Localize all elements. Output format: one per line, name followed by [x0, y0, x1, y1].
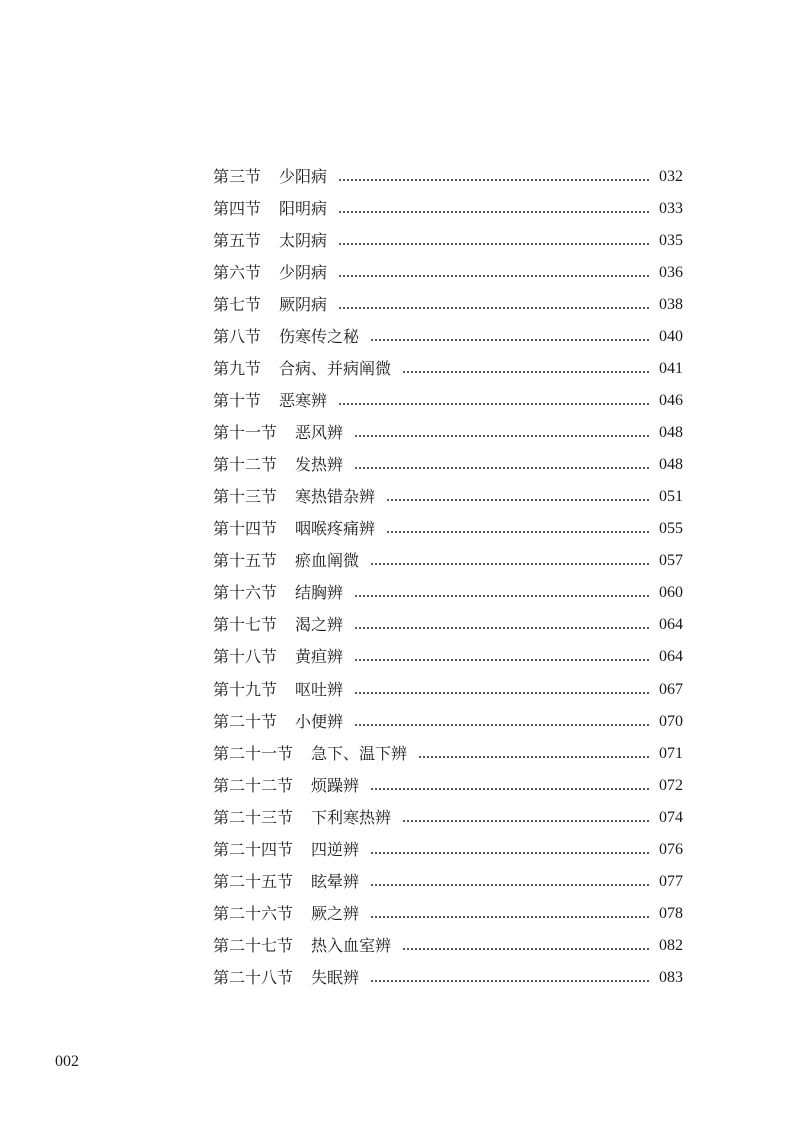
dot-leader	[355, 627, 649, 629]
section-title: 黄疸辨	[295, 647, 344, 667]
section-number: 第九节	[213, 359, 262, 379]
section-title: 下利寒热辨	[311, 807, 392, 827]
section-title: 瘀血阐微	[295, 551, 360, 571]
section-title: 少阴病	[279, 263, 328, 283]
toc-entry[interactable]	[213, 449, 683, 481]
dot-leader	[339, 275, 649, 277]
page-ref: 041	[659, 360, 683, 378]
section-title: 眩晕辨	[311, 871, 360, 891]
section-title: 太阴病	[279, 231, 328, 251]
toc-entry[interactable]	[213, 641, 683, 673]
section-number: 第二十节	[213, 711, 278, 731]
page-ref: 060	[659, 584, 683, 602]
section-title: 厥之辨	[311, 903, 360, 923]
page-ref: 036	[659, 264, 683, 282]
toc-entry[interactable]	[213, 834, 683, 866]
dot-leader	[339, 179, 649, 181]
table-of-contents	[213, 161, 683, 994]
dot-leader	[371, 852, 649, 854]
page-ref: 055	[659, 520, 683, 538]
section-number: 第五节	[213, 231, 262, 251]
section-title: 伤寒传之秘	[279, 327, 360, 347]
section-number: 第十节	[213, 391, 262, 411]
page-number: 002	[55, 1053, 79, 1070]
dot-leader	[355, 692, 649, 694]
dot-leader	[355, 467, 649, 469]
page-ref: 071	[659, 744, 683, 762]
section-number: 第六节	[213, 263, 262, 283]
page-ref: 067	[659, 680, 683, 698]
toc-entry[interactable]	[213, 674, 683, 706]
section-title: 阳明病	[279, 199, 328, 219]
page-ref: 048	[659, 456, 683, 474]
section-title: 厥阴病	[279, 295, 328, 315]
page-ref: 032	[659, 168, 683, 186]
section-title: 发热辨	[295, 455, 344, 475]
dot-leader	[355, 659, 649, 661]
dot-leader	[371, 884, 649, 886]
page-ref: 077	[659, 872, 683, 890]
toc-entry[interactable]	[213, 481, 683, 513]
dot-leader	[387, 531, 649, 533]
dot-leader	[371, 563, 649, 565]
section-title: 恶风辨	[295, 423, 344, 443]
toc-entry[interactable]	[213, 866, 683, 898]
page-ref: 076	[659, 840, 683, 858]
section-number: 第三节	[213, 167, 262, 187]
toc-entry[interactable]	[213, 161, 683, 193]
page-ref: 038	[659, 296, 683, 314]
section-number: 第四节	[213, 199, 262, 219]
dot-leader	[339, 211, 649, 213]
section-number: 第二十七节	[213, 935, 294, 955]
toc-entry[interactable]	[213, 513, 683, 545]
dot-leader	[403, 948, 649, 950]
page-ref: 040	[659, 328, 683, 346]
section-title: 四逆辨	[311, 839, 360, 859]
section-number: 第十七节	[213, 615, 278, 635]
section-number: 第十六节	[213, 583, 278, 603]
dot-leader	[419, 756, 649, 758]
toc-entry[interactable]	[213, 545, 683, 577]
dot-leader	[403, 820, 649, 822]
page-ref: 082	[659, 936, 683, 954]
section-title: 热入血室辨	[311, 935, 392, 955]
dot-leader	[355, 595, 649, 597]
dot-leader	[355, 435, 649, 437]
page-ref: 064	[659, 616, 683, 634]
section-number: 第七节	[213, 295, 262, 315]
page-ref: 033	[659, 200, 683, 218]
page-ref: 051	[659, 488, 683, 506]
dot-leader	[355, 724, 649, 726]
section-number: 第二十八节	[213, 967, 294, 987]
section-number: 第十二节	[213, 455, 278, 475]
section-title: 结胸辨	[295, 583, 344, 603]
section-title: 烦躁辨	[311, 775, 360, 795]
toc-entry[interactable]	[213, 417, 683, 449]
section-title: 失眠辨	[311, 967, 360, 987]
page-ref: 064	[659, 648, 683, 666]
section-number: 第十八节	[213, 647, 278, 667]
section-number: 第二十三节	[213, 807, 294, 827]
section-title: 小便辨	[295, 711, 344, 731]
toc-entry[interactable]	[213, 930, 683, 962]
dot-leader	[371, 916, 649, 918]
section-number: 第二十一节	[213, 743, 294, 763]
section-title: 少阳病	[279, 167, 328, 187]
toc-entry[interactable]	[213, 706, 683, 738]
page-ref: 070	[659, 712, 683, 730]
dot-leader	[403, 371, 649, 373]
toc-entry[interactable]	[213, 577, 683, 609]
page-ref: 046	[659, 392, 683, 410]
page-ref: 083	[659, 968, 683, 986]
toc-entry[interactable]	[213, 353, 683, 385]
section-number: 第二十二节	[213, 775, 294, 795]
page-ref: 072	[659, 776, 683, 794]
dot-leader	[371, 339, 649, 341]
section-number: 第十五节	[213, 551, 278, 571]
toc-entry[interactable]	[213, 738, 683, 770]
toc-entry[interactable]	[213, 609, 683, 641]
section-title: 咽喉疼痛辨	[295, 519, 376, 539]
section-title: 呕吐辨	[295, 679, 344, 699]
toc-entry[interactable]	[213, 898, 683, 930]
section-title: 寒热错杂辨	[295, 487, 376, 507]
section-number: 第十一节	[213, 423, 278, 443]
toc-entry[interactable]	[213, 385, 683, 417]
dot-leader	[387, 499, 649, 501]
section-title: 渴之辨	[295, 615, 344, 635]
toc-entry[interactable]	[213, 257, 683, 289]
page-ref: 035	[659, 232, 683, 250]
toc-entry[interactable]	[213, 770, 683, 802]
section-number: 第八节	[213, 327, 262, 347]
section-title: 急下、温下辨	[311, 743, 408, 763]
page-ref: 048	[659, 424, 683, 442]
section-number: 第二十六节	[213, 903, 294, 923]
section-number: 第十三节	[213, 487, 278, 507]
dot-leader	[371, 788, 649, 790]
dot-leader	[339, 403, 649, 405]
dot-leader	[339, 243, 649, 245]
dot-leader	[371, 980, 649, 982]
toc-entry[interactable]	[213, 321, 683, 353]
section-number: 第二十五节	[213, 871, 294, 891]
toc-entry[interactable]	[213, 193, 683, 225]
section-number: 第十四节	[213, 519, 278, 539]
page-ref: 074	[659, 808, 683, 826]
section-number: 第二十四节	[213, 839, 294, 859]
dot-leader	[339, 307, 649, 309]
section-title: 恶寒辨	[279, 391, 328, 411]
page-ref: 057	[659, 552, 683, 570]
page-ref: 078	[659, 904, 683, 922]
toc-entry[interactable]	[213, 802, 683, 834]
toc-entry[interactable]	[213, 289, 683, 321]
section-title: 合病、并病阐微	[279, 359, 392, 379]
toc-entry[interactable]	[213, 225, 683, 257]
toc-entry[interactable]	[213, 962, 683, 994]
section-number: 第十九节	[213, 679, 278, 699]
